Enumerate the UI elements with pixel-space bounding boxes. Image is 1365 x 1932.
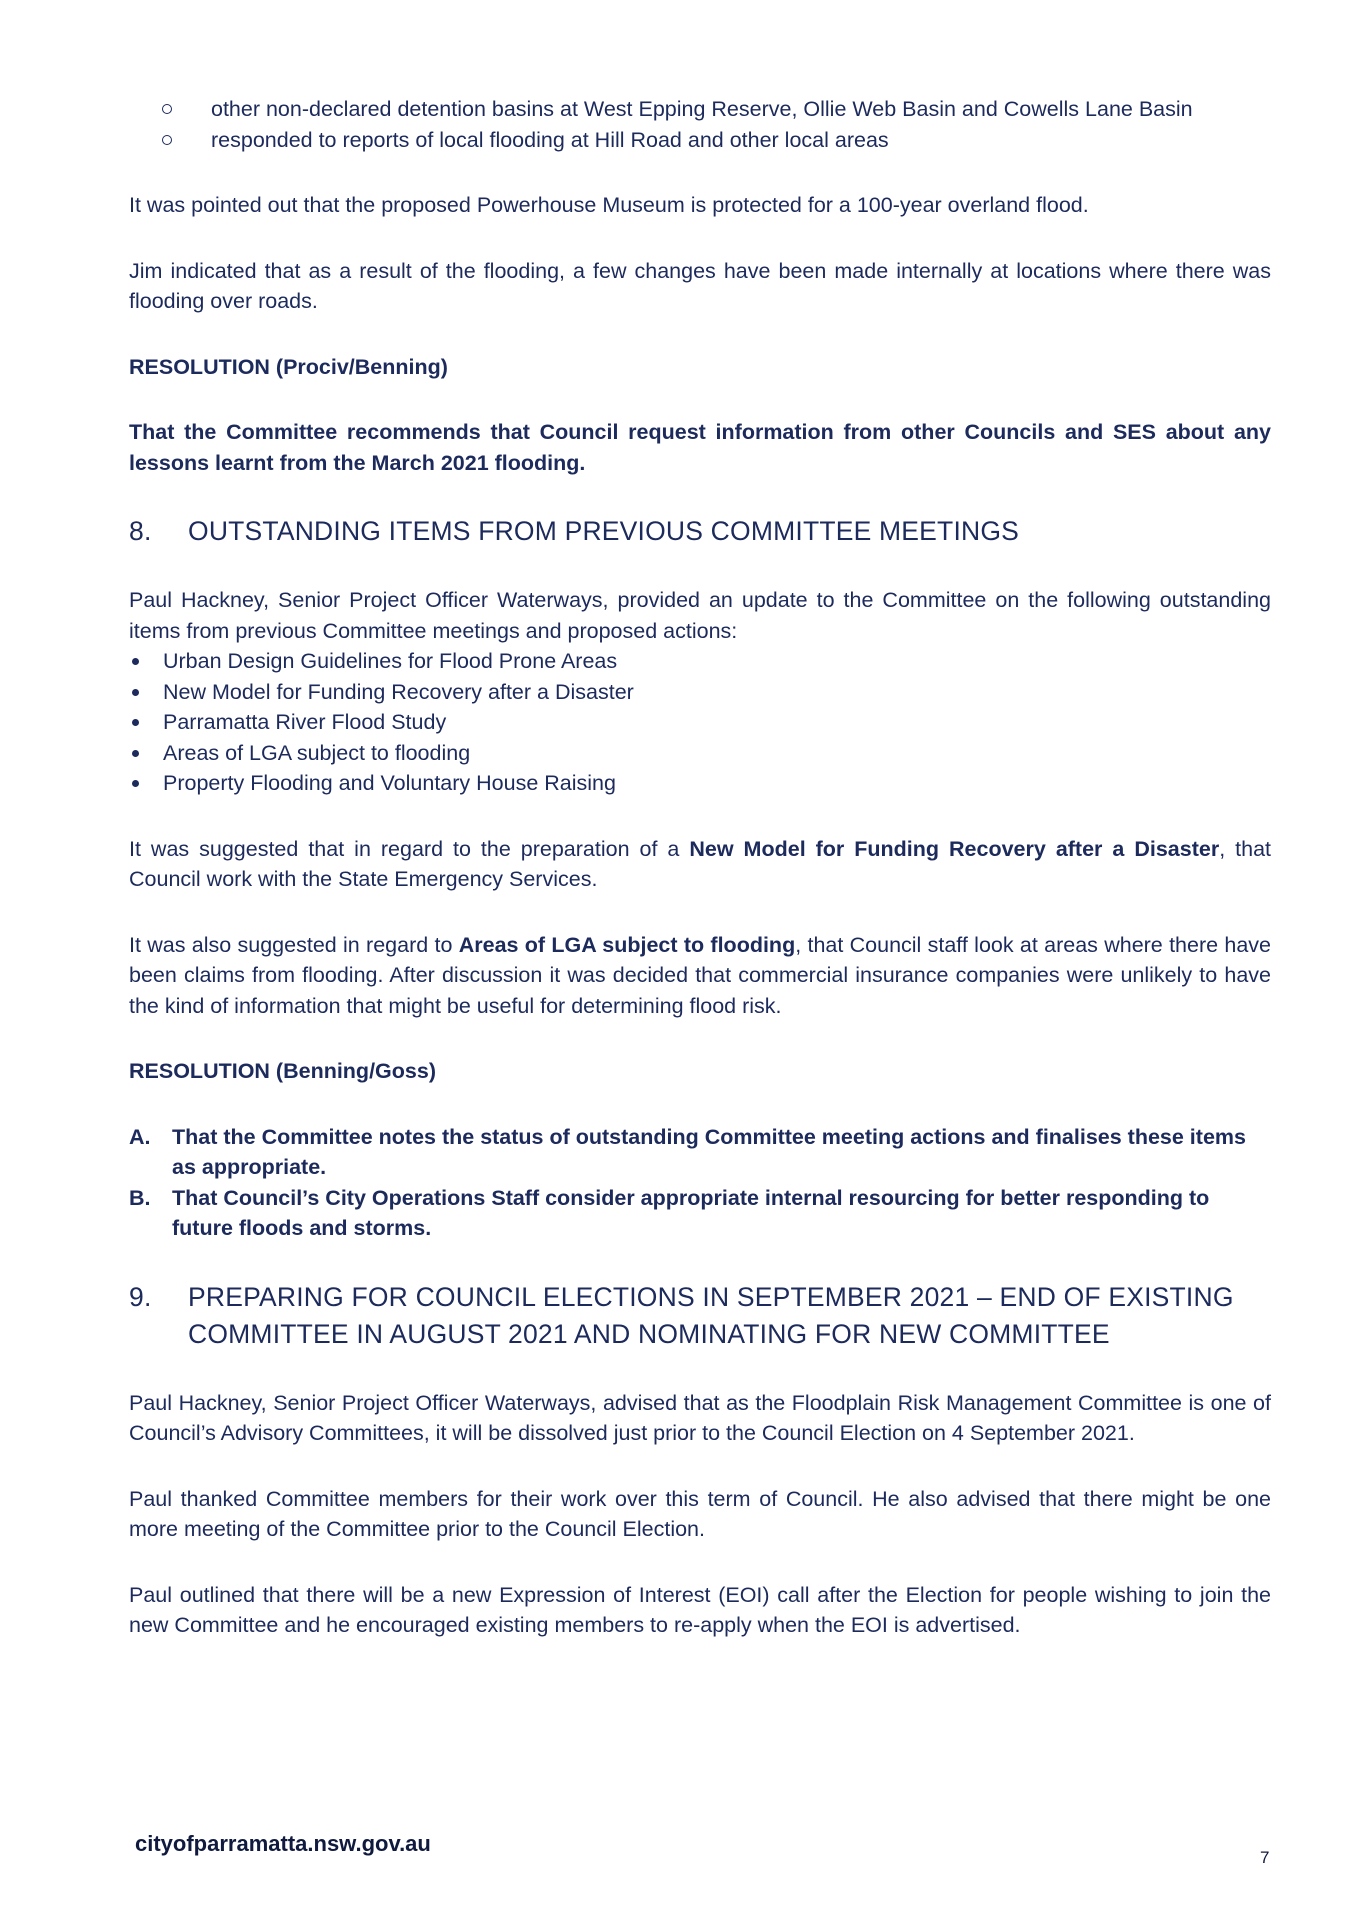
bullet-icon [132,780,139,787]
bullet-icon [132,689,139,696]
hollow-bullet-icon [162,135,172,145]
list-item: Urban Design Guidelines for Flood Prone Areas [129,646,1271,677]
resolution-list [129,1122,1271,1244]
paragraph-eoi: Paul outlined that there will be a new Expression of Interest (EOI) call after the Election for people wishing to join the new Committee and he encouraged existing members to re-apply when the EOI is advertised. [129,1582,1271,1637]
list-item: Areas of LGA subject to flooding [129,738,1271,769]
bullet-icon [132,750,139,757]
paragraph-paul-update: Paul Hackney, Senior Project Officer Waterways, provided an update to the Committee on the following outstanding items from previous Committee meetings and proposed actions: [129,588,1271,643]
list-item: Property Flooding and Voluntary House Raising [129,768,1271,799]
paragraph-powerhouse: It was pointed out that the proposed Powerhouse Museum is protected for a 100-year overland flood. [129,193,1089,217]
outstanding-items-list [129,646,1271,799]
document-body [129,94,1271,1641]
list-item: responded to reports of local flooding at Hill Road and other local areas [129,125,1271,156]
resolution-label: RESOLUTION (Benning/Goss) [129,1059,436,1083]
paragraph-thanks: Paul thanked Committee members for their work over this term of Council. He also advised that there might be one more meeting of the Committee prior to the Council Election. [129,1486,1271,1541]
sub-list [129,94,1271,155]
footer-url: cityofparramatta.nsw.gov.au [135,1831,431,1856]
list-item: B. That Council’s City Operations Staff consider appropriate internal resourcing for better responding to future floods and storms. [129,1185,1210,1240]
bullet-icon [132,719,139,726]
list-item: Parramatta River Flood Study [129,707,1271,738]
resolution-label: RESOLUTION (Prociv/Benning) [129,354,448,379]
list-item: other non-declared detention basins at West Epping Reserve, Ollie Web Basin and Cowells Lane Basin [129,94,1271,125]
page-number: 7 [1260,1848,1270,1867]
section-heading-9: 9. PREPARING FOR COUNCIL ELECTIONS IN SEPTEMBER 2021 – END OF EXISTING COMMITTEE IN AUGUST 2021 AND NOMINATING FOR NEW COMMITTEE [129,1281,1234,1349]
resolution-text: That the Committee recommends that Council request information from other Councils and SES about any lessons learnt from the March 2021 flooding. [129,420,1271,475]
bullet-icon [132,658,139,665]
list-item: New Model for Funding Recovery after a Disaster [129,677,1271,708]
paragraph-dissolve: Paul Hackney, Senior Project Officer Waterways, advised that as the Floodplain Risk Management Committee is one of Council’s Advisory Committees, it will be dissolved just prior to the Council Election on 4 September 2021. [129,1390,1271,1445]
list-item: A. That the Committee notes the status of outstanding Committee meeting actions and finalises these items as appropriate. [129,1124,1246,1179]
paragraph-jim: Jim indicated that as a result of the flooding, a few changes have been made internally at locations where there was flooding over roads. [129,258,1271,313]
hollow-bullet-icon [162,104,172,114]
section-heading-8: 8. OUTSTANDING ITEMS FROM PREVIOUS COMMITTEE MEETINGS [129,516,1020,546]
paragraph-suggest-lga: It was also suggested in regard to Areas of LGA subject to flooding, that Council staff look at areas where there have been claims from flooding. After discussion it was decided that commercial insurance companies were unlikely to have the kind of information that might be useful for determining flood risk. [129,932,1271,1018]
paragraph-suggest-funding: It was suggested that in regard to the preparation of a New Model for Funding Recovery after a Disaster, that Council work with the State Emergency Services. [129,836,1271,891]
